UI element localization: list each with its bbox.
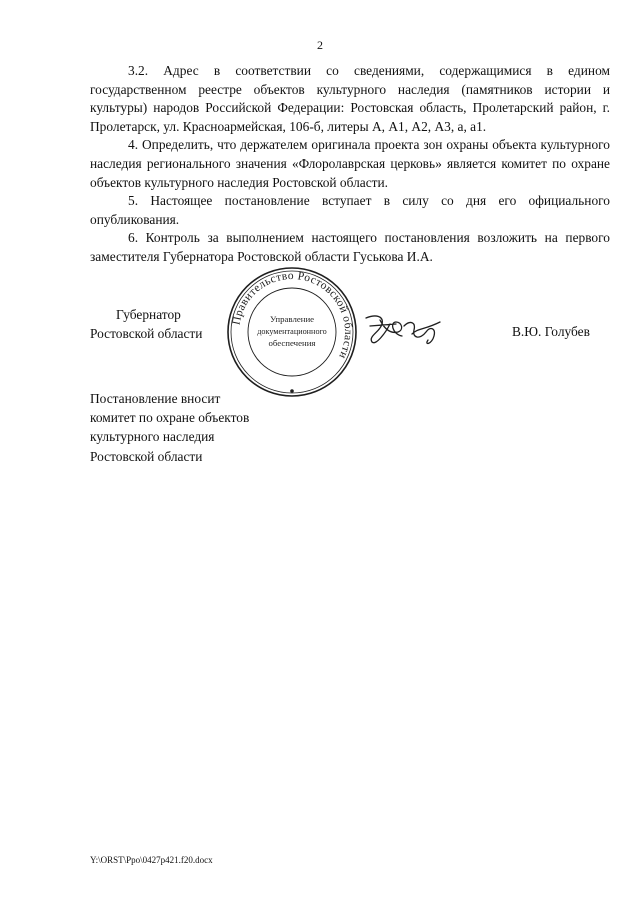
- submitted-by-note: [90, 389, 249, 466]
- submitted-by-line1: Постановление вносит: [90, 391, 221, 406]
- paragraph-4: 4. Определить, что держателем оригинала проекта зон охраны объекта культурного наследия регионального значения «Флоролаврская церковь» является комитет по охране объектов культурного наследия Ростовской области.: [90, 137, 610, 190]
- signer-title-line2: Ростовской области: [90, 326, 203, 341]
- signer-name: В.Ю. Голубев: [512, 324, 590, 339]
- seal-inner-line3: обеспечения: [268, 338, 316, 348]
- page-number: 2: [317, 38, 323, 52]
- seal-dot-icon: [290, 389, 294, 393]
- seal-inner-line1: Управление: [269, 314, 315, 324]
- paragraph-5: 5. Настоящее постановление вступает в силу со дня его официального опубликования.: [90, 193, 610, 227]
- document-body: [90, 62, 610, 267]
- submitted-by-line3: культурного наследия: [90, 429, 215, 445]
- file-path: Y:\ORST\Ppo\0427p421.f20.docx: [90, 855, 213, 865]
- signer-title-line1: Губернатор: [116, 307, 181, 322]
- paragraph-3-2: 3.2. Адрес в соответствии со сведениями, содержащимися в едином государственном реестре объектов культурного наследия (памятников истории и культуры) народов Российской Федерации: Ростовская область, Пролетарский район, г. Пролетарск, ул. Красноармейская, 106-б, литеры А, А1, А2, А3, а, а1.: [90, 63, 610, 134]
- seal-inner-line2: документационного: [257, 327, 327, 336]
- submitted-by-line2: комитет по охране объектов: [90, 410, 250, 426]
- handwritten-signature: [362, 310, 452, 352]
- official-seal-stamp: [226, 266, 358, 398]
- signer-title: [90, 305, 225, 343]
- seal-outer-text: Правительство Ростовской области: [230, 269, 355, 361]
- submitted-by-line4: Ростовской области: [90, 448, 203, 464]
- paragraph-6: 6. Контроль за выполнением настоящего постановления возложить на первого заместителя Губернатора Ростовской области Гуськова И.А.: [90, 230, 610, 264]
